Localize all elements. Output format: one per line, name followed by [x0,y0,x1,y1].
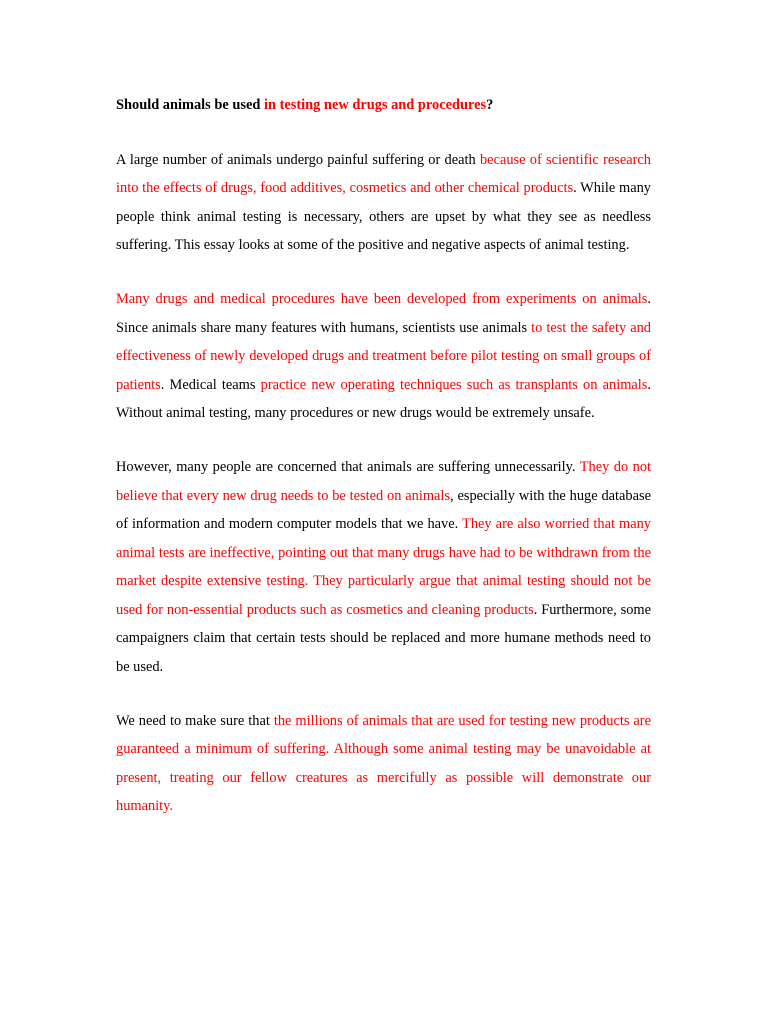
paragraph-concerns [116,453,651,681]
document-page [116,91,651,846]
title-segment: ? [486,97,494,113]
text-segment-highlighted: Many drugs and medical procedures have been developed from experiments on animals [116,291,648,307]
paragraph-introduction [116,146,651,260]
text-segment: A large number of animals undergo painful suffering or death [116,151,480,168]
text-segment: . While many people think animal testing is necessary, others are upset by what they see as needless suffering. This essay looks at some of the positive and negative aspects of animal testing. [116,180,651,253]
text-segment: , especially with the huge database of information and modern computer models that we have. [116,487,651,532]
text-segment-highlighted: the millions of animals that are used for testing new products are guaranteed a minimum of suffering. Although some animal testing may be unavoidable at present, treating our fellow creatures as mercifully as possible will demonstrate our humanity. [116,712,651,814]
text-segment-highlighted: practice new operating techniques such as transplants on animals [260,376,648,393]
text-segment: We need to make sure that [116,712,274,729]
paragraph-conclusion [116,707,651,821]
title-segment-highlighted: in testing new drugs and procedures [263,97,487,113]
text-segment-highlighted: They do not believe that every new drug needs to be tested on animals [116,459,652,504]
text-segment: . Medical teams [160,376,261,393]
text-segment: . Since animals share many features with humans, scientists use animals [116,291,651,336]
text-segment-highlighted: because of scientific research into the effects of drugs, food additives, cosmetics and other chemical products [116,151,651,196]
essay-title [116,91,651,120]
text-segment: However, many people are concerned that animals are suffering unnecessarily. [116,459,580,475]
text-segment: . Furthermore, some campaigners claim that certain tests should be replaced and more humane methods need to be used. [116,601,651,675]
text-segment: . Without animal testing, many procedures or new drugs would be extremely unsafe. [116,376,651,421]
text-segment-highlighted: to test the safety and effectiveness of newly developed drugs and treatment before pilot testing on small groups of patients [116,319,651,393]
text-segment-highlighted: They are also worried that many animal tests are ineffective, pointing out that many drugs have had to be withdrawn from the market despite extensive testing. They particularly argue that animal testing should not be used for non-essential products such as cosmetics and cleaning products [116,516,651,618]
title-segment: Should animals be used [116,97,264,113]
paragraph-benefits [116,285,651,428]
